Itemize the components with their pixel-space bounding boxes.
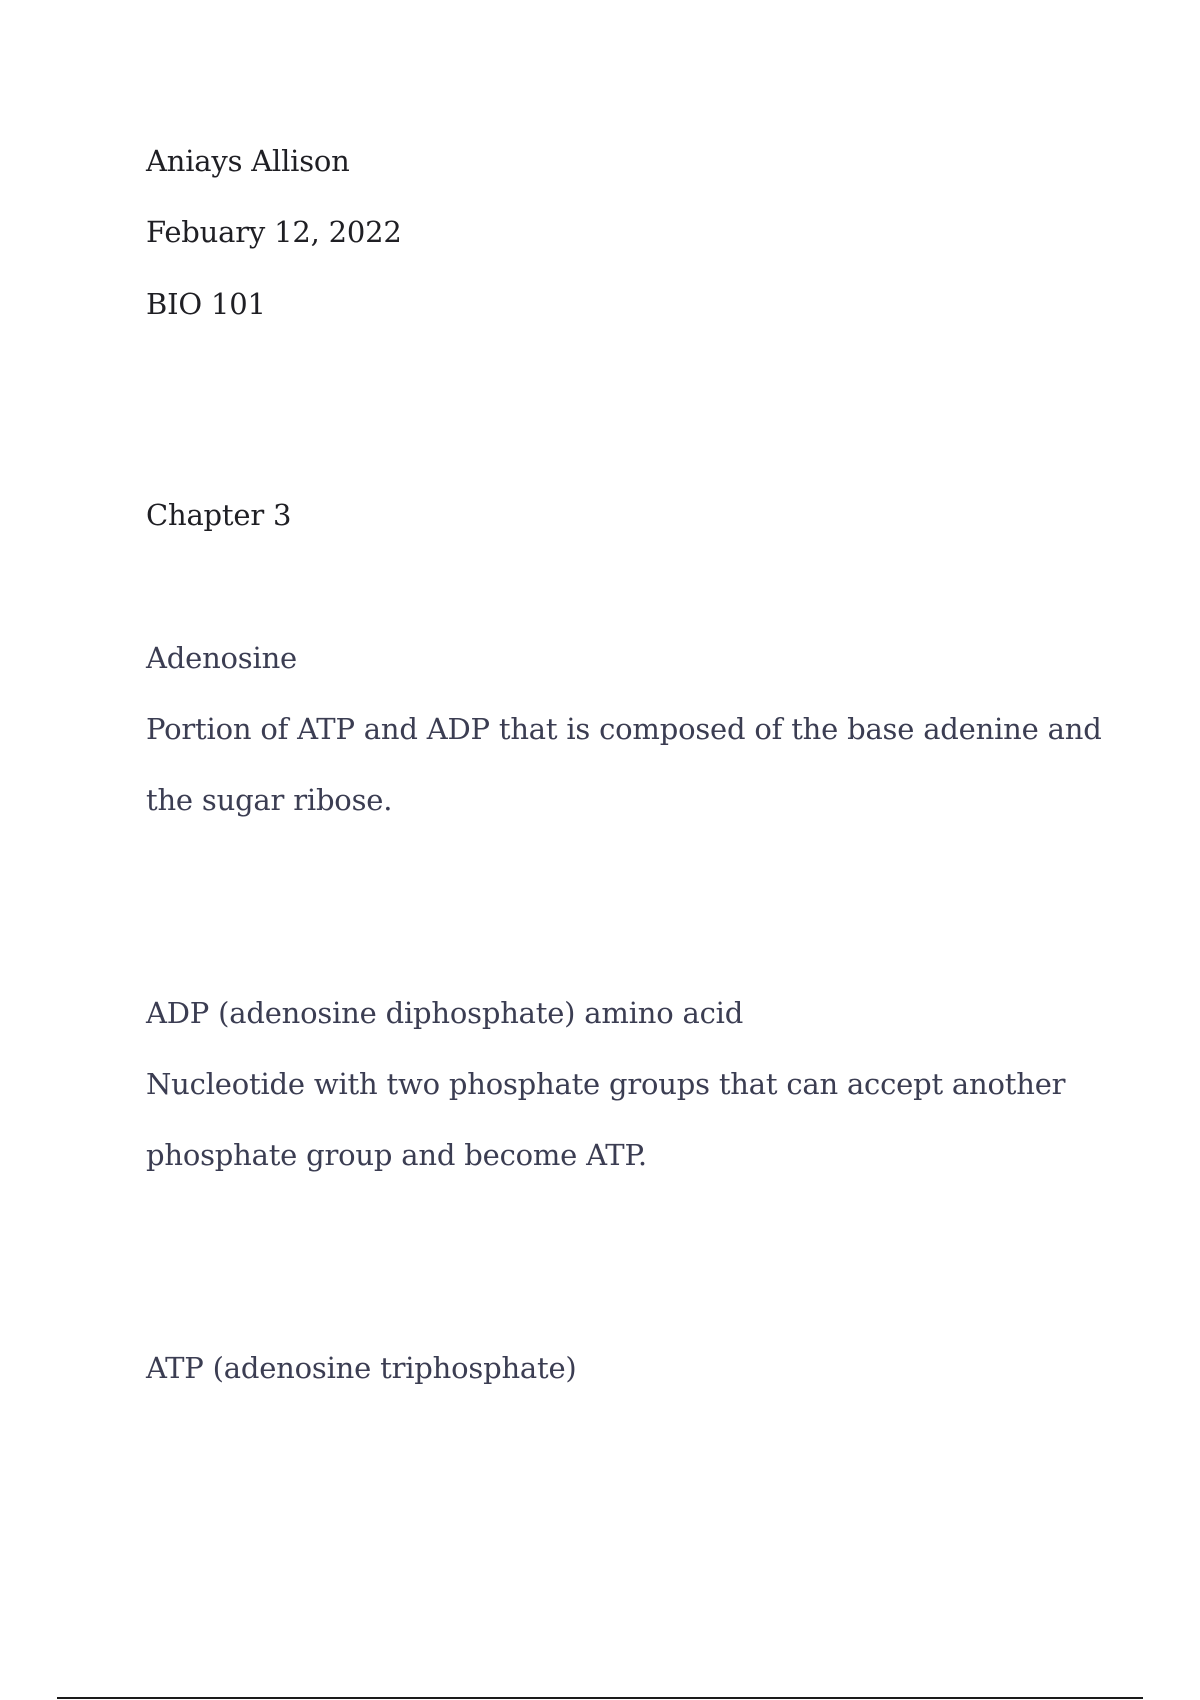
author-name: Aniays Allison (146, 144, 350, 178)
document-date: Febuary 12, 2022 (146, 215, 402, 249)
footer-divider (57, 1697, 1143, 1699)
glossary-definition-line: Nucleotide with two phosphate groups that can accept another (146, 1067, 1066, 1101)
course-code: BIO 101 (146, 287, 266, 321)
chapter-heading: Chapter 3 (146, 498, 292, 532)
glossary-definition-line: the sugar ribose. (146, 783, 393, 817)
glossary-definition-line: phosphate group and become ATP. (146, 1138, 647, 1172)
glossary-term: Adenosine (146, 641, 298, 675)
glossary-definition-line: Portion of ATP and ADP that is composed of the base adenine and (146, 712, 1102, 746)
glossary-term: ATP (adenosine triphosphate) (146, 1351, 577, 1385)
glossary-term: ADP (adenosine diphosphate) amino acid (146, 996, 744, 1030)
